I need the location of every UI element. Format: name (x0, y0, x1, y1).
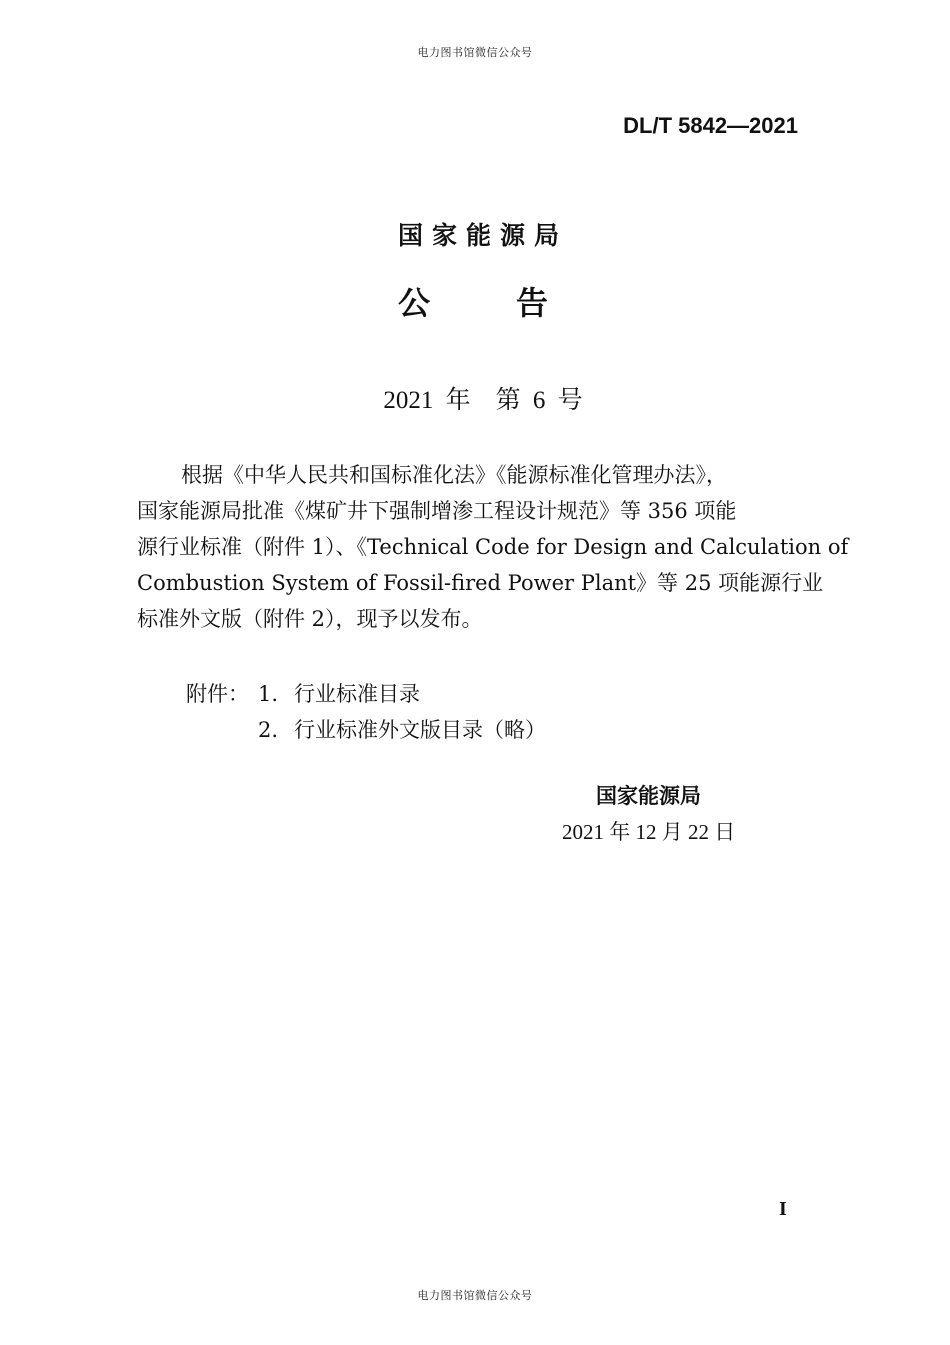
body-line: 标准外文版（附件 2），现予以发布。 (137, 607, 483, 631)
body-line: 根据《中华人民共和国标准化法》《能源标准化管理办法》， (181, 463, 727, 487)
attachments-list (186, 676, 546, 748)
page-number: I (779, 1198, 787, 1220)
signature-organization: 国家能源局 (596, 784, 701, 808)
issue-number: 2021 年 第 6 号 (383, 387, 583, 414)
body-line: 源行业标准（附件 1）、《Technical Code for Design and Calculation of (137, 535, 849, 559)
attachment-text: 行业标准目录 (294, 682, 420, 706)
watermark-top: 电力图书馆微信公众号 (417, 46, 533, 59)
notice-title (398, 278, 548, 324)
attachment-item (186, 676, 546, 712)
body-line: Combustion System of Fossil-fired Power Plant》等 25 项能源行业 (137, 571, 824, 595)
watermark-bottom: 电力图书馆微信公众号 (417, 1289, 533, 1302)
body-line: 国家能源局批准《煤矿井下强制增渗工程设计规范》等 356 项能 (137, 499, 737, 523)
signature-date: 2021 年 12 月 22 日 (562, 820, 736, 844)
agency-title: 国家能源局 (397, 221, 568, 250)
attachment-number: 2. (258, 718, 279, 742)
notice-title-char-1: 公 (398, 284, 431, 322)
attachment-number: 1. (258, 682, 279, 706)
attachments-label: 附件： (186, 682, 249, 706)
notice-body (137, 457, 849, 637)
attachment-text: 行业标准外文版目录（略） (294, 718, 546, 742)
standard-code: DL/T 5842—2021 (623, 113, 798, 138)
notice-title-char-2: 告 (515, 284, 548, 322)
attachment-item (186, 712, 546, 748)
